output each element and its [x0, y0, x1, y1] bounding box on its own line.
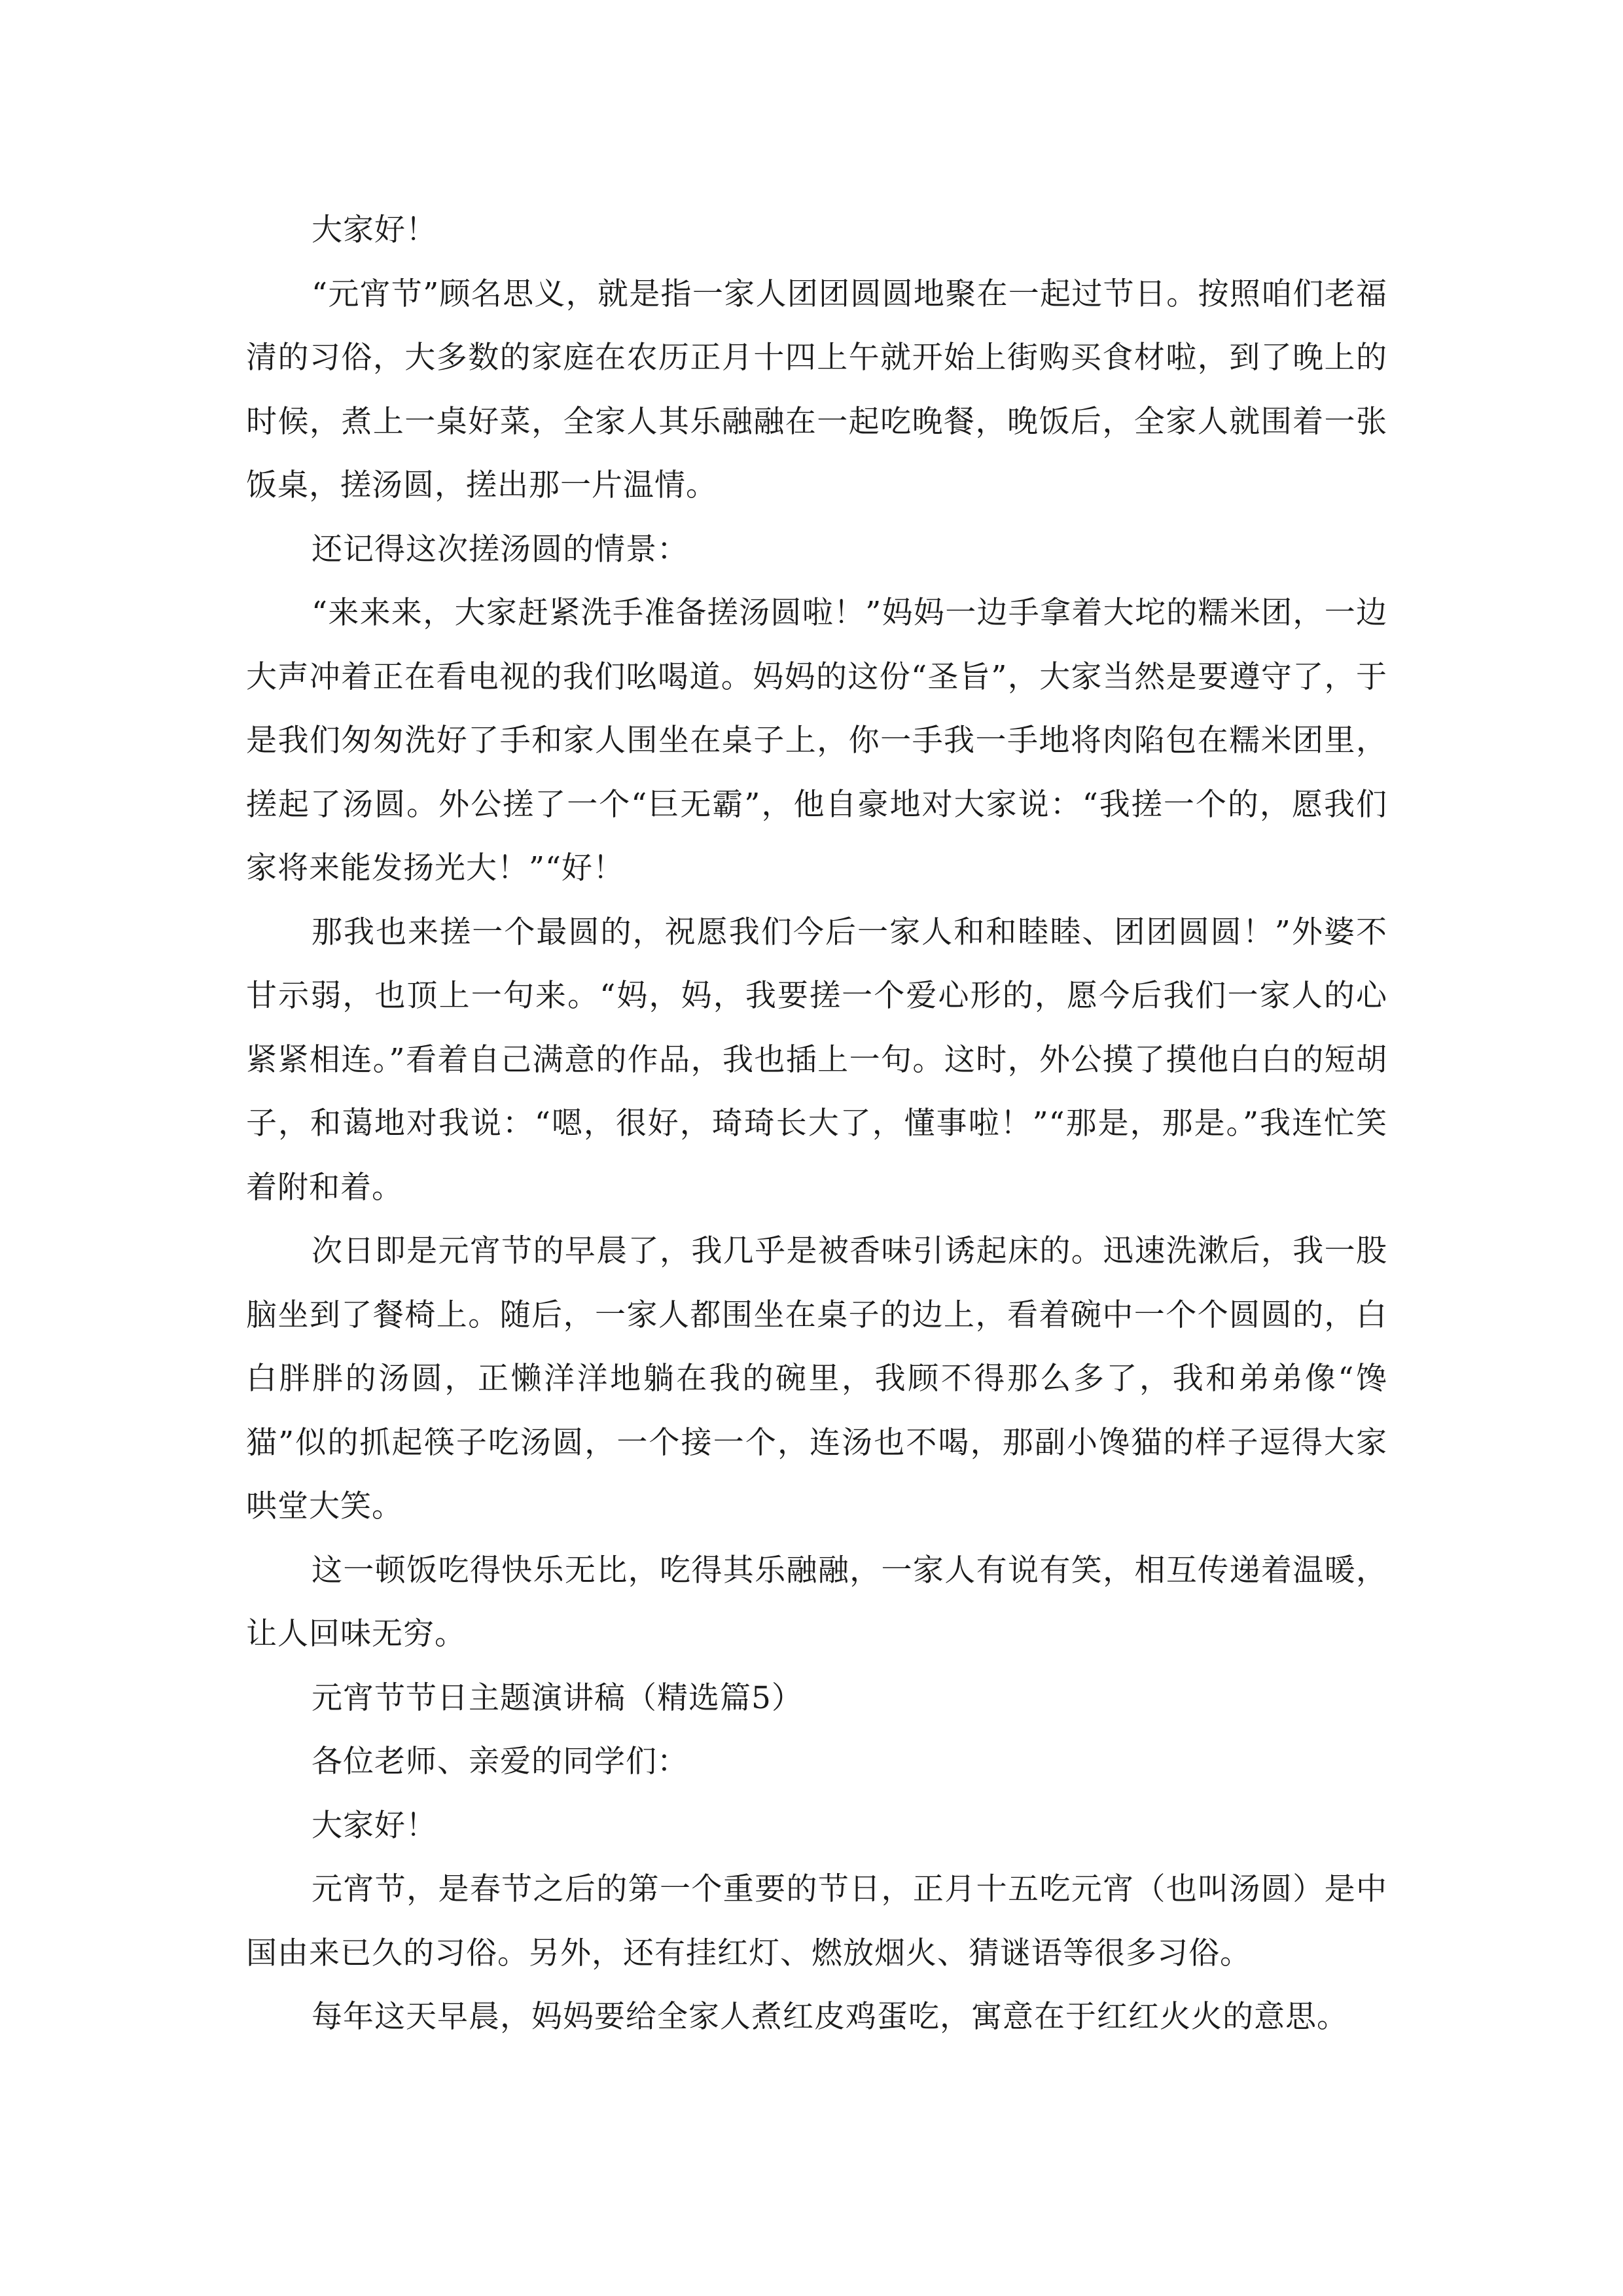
- body-paragraph: “来来来，大家赶紧洗手准备搓汤圆啦！”妈妈一边手拿着大坨的糯米团，一边大声冲着正在看电视的我们吆喝道。妈妈的这份“圣旨”，大家当然是要遵守了，于是我们匆匆洗好了手和家人围坐在桌子上，你一手我一手地将肉陷包在糯米团里，搓起了汤圆。外公搓了一个“巨无霸”，他自豪地对大家说：“我搓一个的，愿我们家将来能发扬光大！”“好！: [246, 595, 1387, 886]
- greeting-paragraph: 大家好！: [312, 1807, 437, 1844]
- document-body: [246, 198, 1387, 2049]
- salutation-paragraph: 各位老师、亲爱的同学们：: [312, 1744, 688, 1780]
- body-paragraph: 元宵节，是春节之后的第一个重要的节日，正月十五吃元宵（也叫汤圆）是中国由来已久的习俗。另外，还有挂红灯、燃放烟火、猜谜语等很多习俗。: [246, 1871, 1387, 1971]
- body-paragraph: 次日即是元宵节的早晨了，我几乎是被香味引诱起床的。迅速洗漱后，我一股脑坐到了餐椅上。随后，一家人都围坐在桌子的边上，看着碗中一个个圆圆的，白白胖胖的汤圆，正懒洋洋地躺在我的碗里，我顾不得那么多了，我和弟弟像“馋猫”似的抓起筷子吃汤圆，一个接一个，连汤也不喝，那副小馋猫的样子逗得大家哄堂大笑。: [246, 1233, 1387, 1524]
- section-heading: 元宵节节日主题演讲稿（精选篇5）: [312, 1679, 803, 1716]
- body-paragraph: 每年这天早晨，妈妈要给全家人煮红皮鸡蛋吃，寓意在于红红火火的意思。: [312, 1999, 1348, 2035]
- body-paragraph: 那我也来搓一个最圆的，祝愿我们今后一家人和和睦睦、团团圆圆！”外婆不甘示弱，也顶上一句来。“妈，妈，我要搓一个爱心形的，愿今后我们一家人的心紧紧相连。”看着自己满意的作品，我也插上一句。这时，外公摸了摸他白白的短胡子，和蔼地对我说：“嗯，很好，琦琦长大了，懂事啦！”“那是，那是。”我连忙笑着附和着。: [246, 914, 1387, 1206]
- body-paragraph: 还记得这次搓汤圆的情景：: [312, 531, 688, 567]
- greeting-paragraph: 大家好！: [312, 212, 437, 248]
- body-paragraph: “元宵节”顾名思义，就是指一家人团团圆圆地聚在一起过节日。按照咱们老福清的习俗，大多数的家庭在农历正月十四上午就开始上街购买食材啦，到了晚上的时候，煮上一桌好菜，全家人其乐融融在一起吃晚餐，晚饭后，全家人就围着一张饭桌，搓汤圆，搓出那一片温情。: [246, 276, 1387, 503]
- body-paragraph: 这一顿饭吃得快乐无比，吃得其乐融融，一家人有说有笑，相互传递着温暖，让人回味无穷。: [246, 1552, 1387, 1652]
